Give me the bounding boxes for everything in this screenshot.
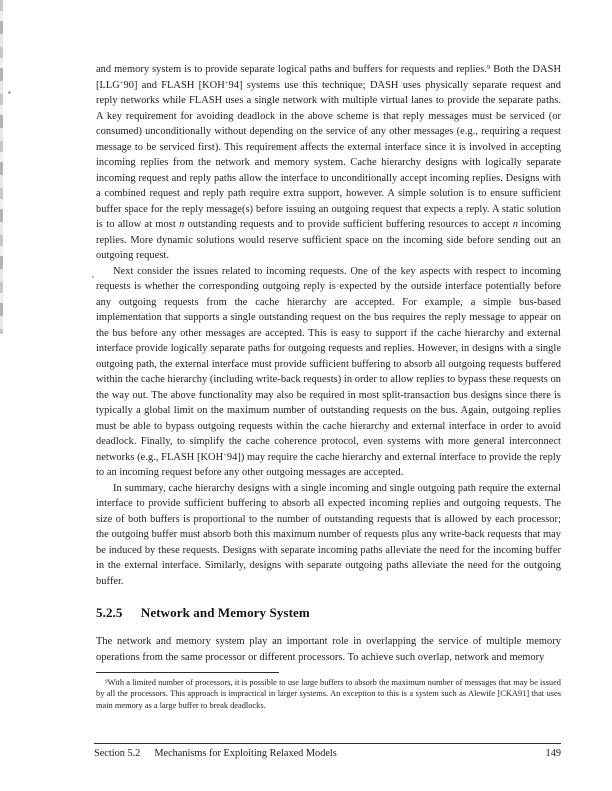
body-paragraph-2: Next consider the issues related to incoming requests. One of the key aspects with respect to incoming requests is whether the corresponding outgoing reply is expected by the outside interface potentially before any outgoing requests from the cache hierarchy are accepted. For example, a simple bus-based implementation that supports a single outstanding request on the bus requires the reply message to appear on the bus before any other messages are accepted. This is easy to support if the cache hierarchy and external interface provide logically separate paths for outgoing requests and replies. However, in designs with a single outgoing path, the external interface must provide sufficient buffering to absorb all outgoing requests buffered within the cache hierarchy (including write-back requests) in order to allow replies to bypass these requests on the way out. The above functionality may also be required in most split-transaction bus designs since there is typically a global limit on the maximum number of outstanding requests on the bus. Again, outgoing replies must be able to bypass outgoing requests within the cache hierarchy and external interface in order to avoid deadlock. Finally, to simplify the cache coherence protocol, even systems with more general interconnect networks (e.g., FLASH [KOH+94]) may require the cache hierarchy and external interface to provide the reply to an incoming request before any other outgoing messages are accepted. — [96, 265, 561, 478]
section-heading — [96, 605, 561, 621]
scan-artifact-left-edge — [0, 0, 3, 334]
footer-section-title: Mechanisms for Exploiting Relaxed Models — [154, 748, 337, 759]
body-paragraph-3: In summary, cache hierarchy designs with a single incoming and single outgoing path require the external interface to provide sufficient buffering to absorb all expected incoming replies and outgoing requests. The size of both buffers is proportional to the number of outstanding requests that is allowed by each processor; the outgoing buffer must absorb both this maximum number of requests plus any write-back requests that may be induced by these requests. Designs with separate incoming paths alleviate the need for the incoming buffer in the external interface. Similarly, designs with separate outgoing paths alleviate the need for the outgoing buffer. — [96, 482, 561, 587]
footnote-separator-rule — [96, 672, 279, 673]
body-paragraph-1: and memory system is to provide separate logical paths and buffers for requests and replies.$^9$ Both the DASH [LLG+90] and FLASH [KOH+94] systems use this technique; DASH uses physically separate request and reply networks while FLASH uses a single network with multiple virtual lanes to provide the separate paths. A key requirement for avoiding deadlock in the above scheme is that reply messages must be serviced (or consumed) unconditionally without depending on the service of any other messages (e.g., requiring a request message to be serviced first). This requirement affects the external interface since it is involved in accepting incoming replies from the network and memory system. Cache hierarchy designs with logically separate incoming request and reply paths allow the interface to unconditionally accept incoming replies. Designs with a combined request and reply path require extra support, however. A simple solution is to ensure sufficient buffer space for the reply message(s) before issuing an outgoing request that expects a reply. A static solution is to allow at most n outstanding requests and to provide sufficient buffering resources to accept n incoming replies. More dynamic solutions would reserve sufficient space on the incoming side before sending out an outgoing request. — [96, 64, 562, 261]
footer-section-label: Section 5.2 — [94, 748, 141, 759]
scan-speck — [8, 91, 11, 94]
page-body — [96, 62, 561, 711]
body-paragraph-4: The network and memory system play an important role in overlapping the service of multiple memory operations from the same processor or different processors. To achieve such overlap, network and memory — [96, 636, 561, 663]
section-number: 5.2.5 — [96, 605, 123, 620]
footnote-text: $^9$With a limited number of processors, it is possible to use large buffers to absorb the maximum number of messages that may be issued by all the processors. This approach is impractical in larger systems. An exception to this is a system such as Alewife [CKA91] that uses main memory as a large buffer to break deadlocks. — [96, 678, 561, 710]
scan-speck — [92, 276, 94, 278]
section-title: Network and Memory System — [140, 605, 310, 620]
page-number: 149 — [545, 748, 561, 759]
page-footer — [94, 743, 561, 759]
